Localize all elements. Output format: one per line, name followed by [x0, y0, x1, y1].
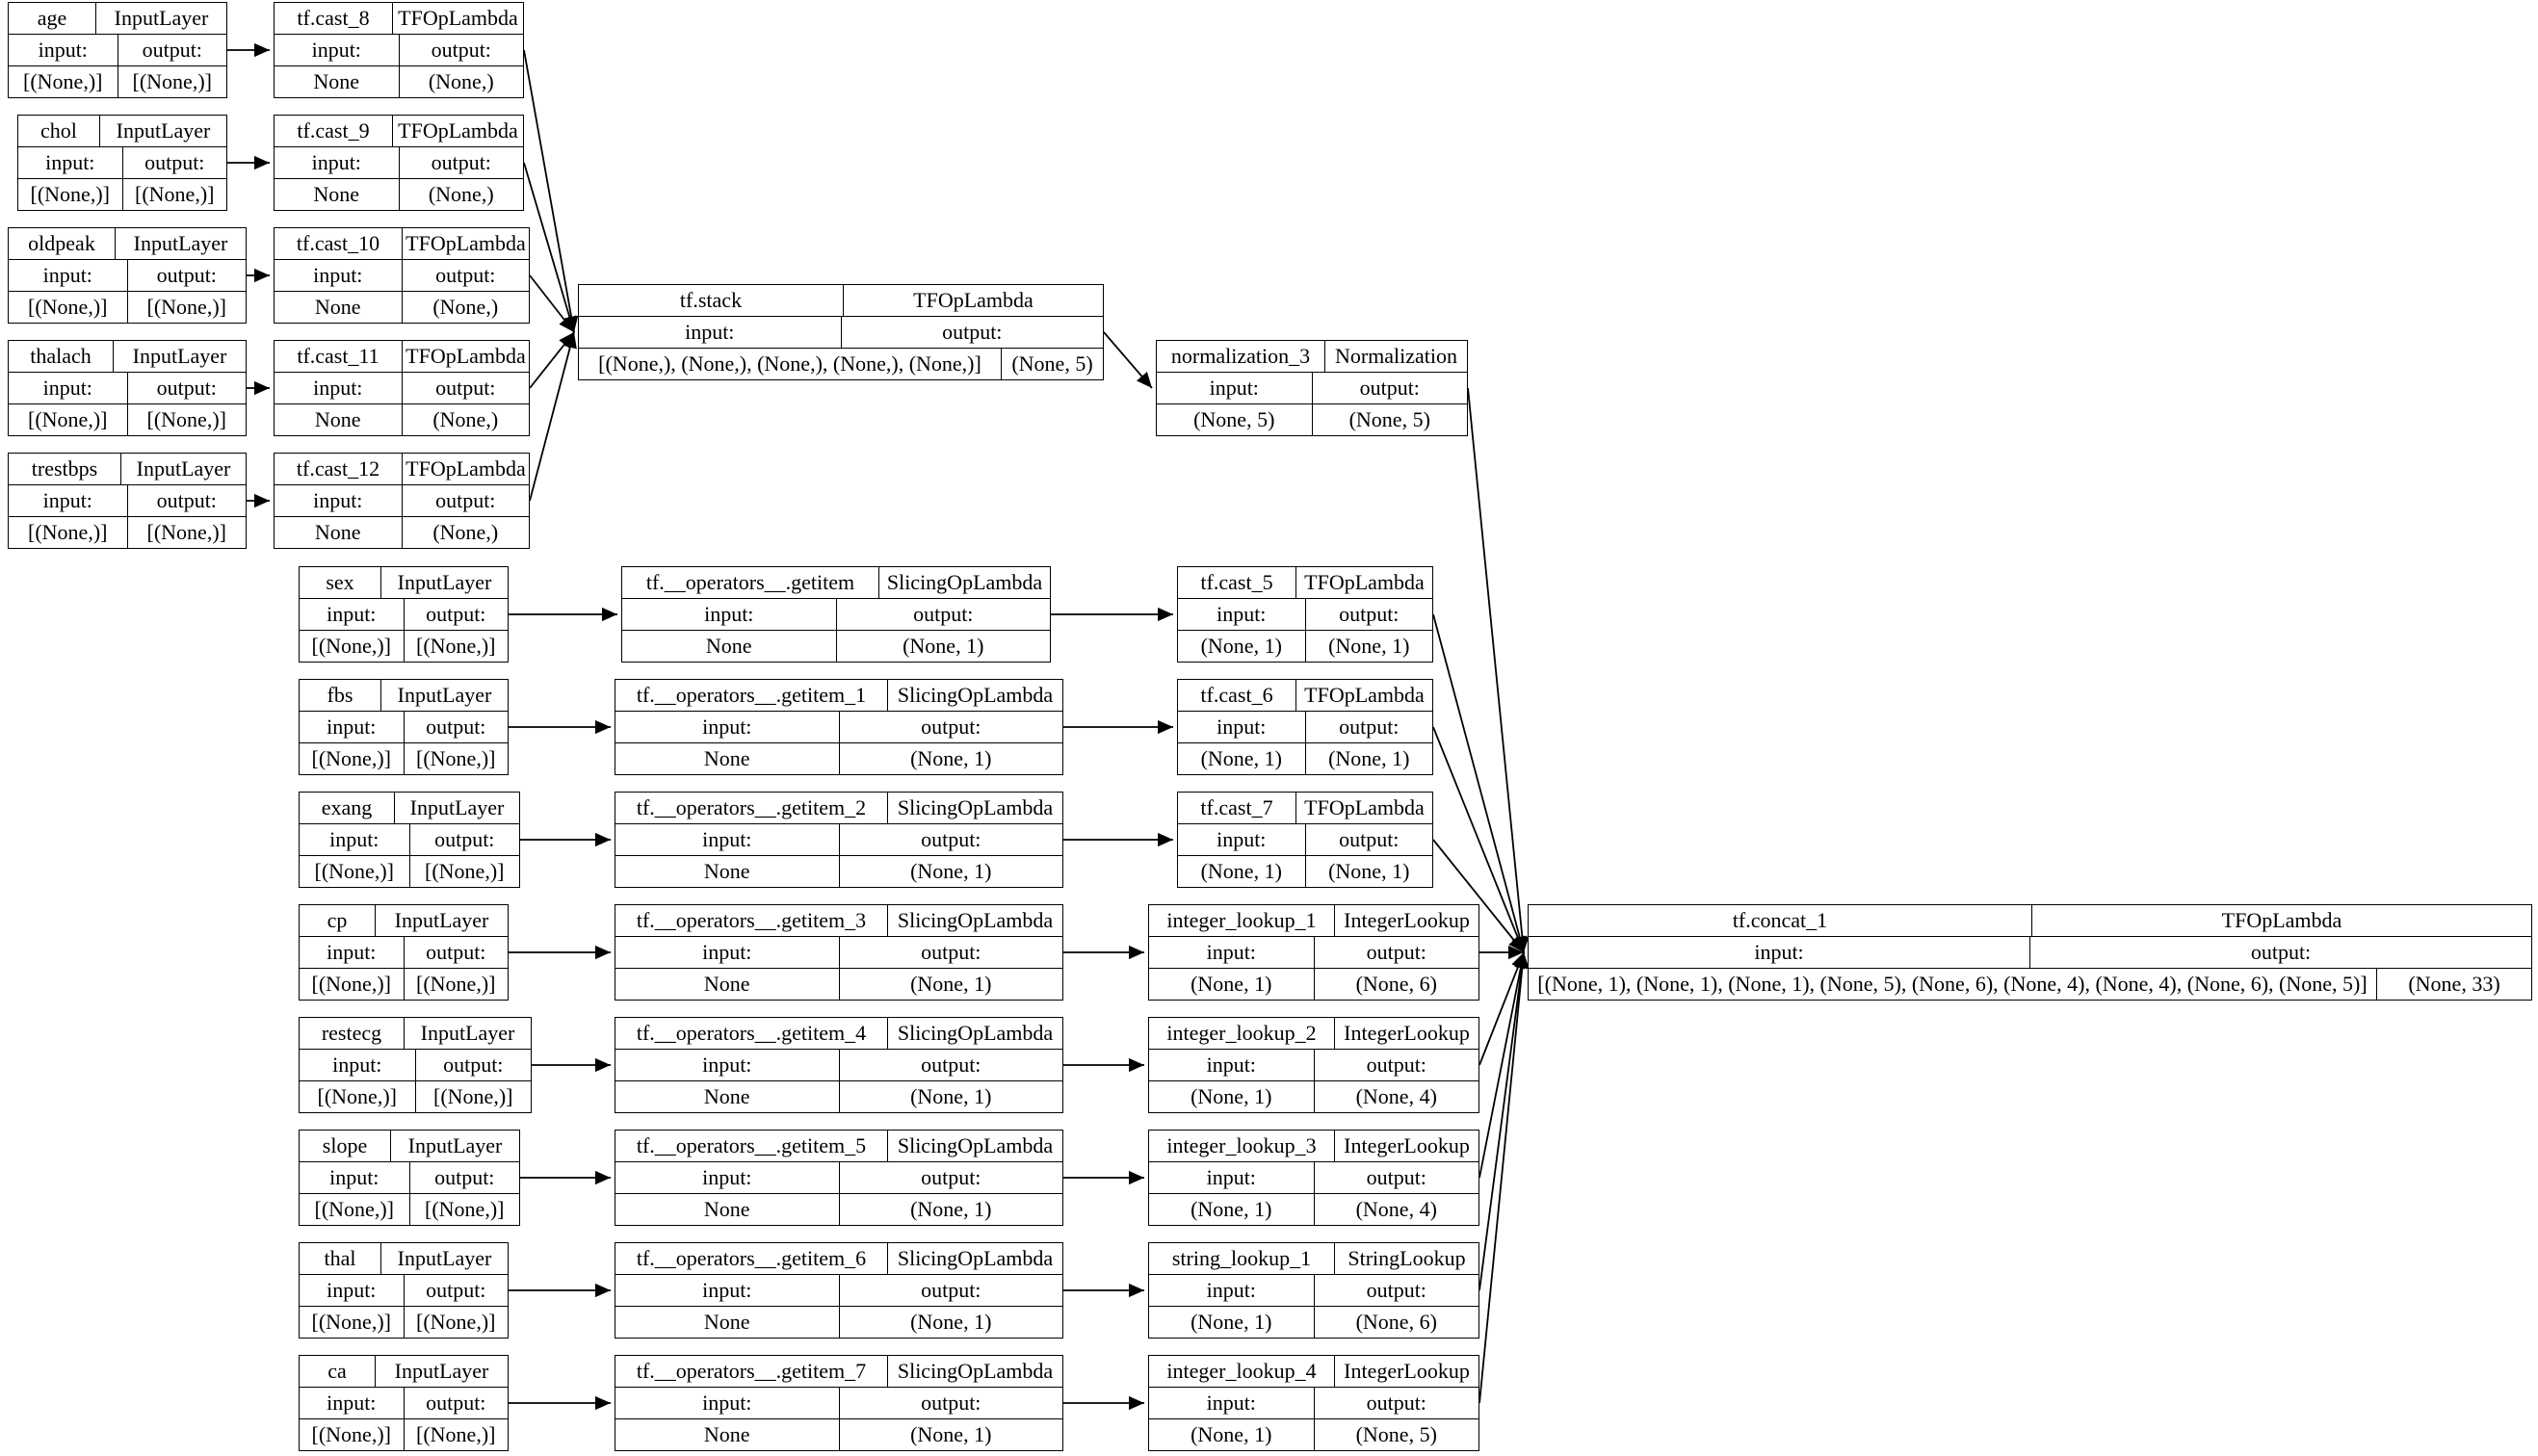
- node-input-shape: None: [703, 746, 750, 770]
- node-output-label: output:: [404, 1388, 509, 1418]
- node-output-shape: [(None,)]: [127, 517, 247, 548]
- graph-node-ilookup3: [1148, 1130, 1479, 1226]
- node-output-shape: (None, 5): [1312, 404, 1468, 435]
- node-layer-class: TFOpLambda: [843, 285, 1103, 316]
- node-layer-name: tf.__operators__.getitem_6: [636, 1246, 867, 1270]
- node-layer-class: SlicingOpLambda: [887, 1018, 1062, 1049]
- node-input-shape: [(None,)]: [30, 182, 110, 206]
- node-layer-name: integer_lookup_2: [1166, 1021, 1317, 1045]
- node-output-label: output:: [1305, 599, 1433, 630]
- graph-node-concat1: [1528, 904, 2532, 1001]
- node-output-shape: (None, 4): [1314, 1194, 1479, 1225]
- node-output-label: output:: [122, 147, 227, 178]
- node-input-shape: [(None,)]: [28, 295, 108, 319]
- node-layer-class: SlicingOpLambda: [878, 567, 1050, 598]
- node-input-label: input:: [702, 827, 752, 851]
- graph-node-cast12: [274, 453, 530, 549]
- node-output-label: output:: [404, 712, 509, 742]
- node-input-shape: [(None,)]: [28, 407, 108, 431]
- edge-cast9-to-stack: [524, 163, 574, 332]
- node-output-shape: [(None,)]: [404, 1307, 509, 1338]
- graph-node-thalach: [8, 340, 247, 436]
- node-layer-class: IntegerLookup: [1334, 1018, 1478, 1049]
- node-layer-name: sex: [326, 570, 354, 594]
- graph-node-getitem: [621, 566, 1051, 663]
- node-output-shape: [(None,)]: [404, 1419, 509, 1450]
- node-layer-class: InputLayer: [375, 1356, 508, 1387]
- node-layer-class: InputLayer: [95, 3, 226, 34]
- node-input-label: input:: [1217, 602, 1267, 626]
- node-input-shape: [(None,)]: [311, 634, 391, 658]
- node-input-shape: (None, 1): [1191, 1197, 1272, 1221]
- node-layer-name: slope: [322, 1133, 368, 1157]
- node-output-shape: (None, 33): [2376, 969, 2531, 1000]
- node-input-shape: None: [314, 295, 361, 319]
- edge-cast10-to-stack: [530, 275, 574, 332]
- node-layer-name: ca: [327, 1359, 347, 1383]
- node-input-label: input:: [38, 38, 88, 62]
- node-output-label: output:: [409, 824, 520, 855]
- node-input-label: input:: [702, 1053, 752, 1077]
- graph-node-cast8: [274, 2, 524, 98]
- node-input-shape: None: [703, 1084, 750, 1108]
- node-layer-name: thalach: [30, 344, 92, 368]
- node-input-label: input:: [42, 376, 92, 400]
- node-layer-name: tf.__operators__.getitem_4: [636, 1021, 867, 1045]
- node-output-label: output:: [836, 599, 1051, 630]
- node-layer-name: tf.cast_8: [297, 6, 370, 30]
- node-layer-class: IntegerLookup: [1334, 1356, 1478, 1387]
- node-input-shape: (None, 1): [1200, 634, 1282, 658]
- node-layer-name: restecg: [321, 1021, 382, 1045]
- node-layer-class: SlicingOpLambda: [887, 1356, 1062, 1387]
- node-output-label: output:: [409, 1162, 520, 1193]
- node-layer-name: tf.stack: [679, 288, 743, 312]
- node-input-shape: (None, 1): [1191, 1084, 1272, 1108]
- graph-node-chol: [17, 115, 227, 211]
- graph-node-fbs: [299, 679, 509, 775]
- graph-node-ilookup4: [1148, 1355, 1479, 1451]
- node-input-label: input:: [313, 376, 363, 400]
- node-output-shape: [(None,)]: [122, 179, 227, 210]
- node-input-label: input:: [1209, 376, 1259, 400]
- node-input-label: input:: [327, 940, 377, 964]
- node-output-label: output:: [841, 317, 1104, 348]
- node-output-shape: (None,): [402, 292, 530, 323]
- node-layer-name: tf.concat_1: [1732, 908, 1828, 932]
- edge-slookup1-to-concat1: [1479, 952, 1524, 1290]
- node-output-shape: (None, 1): [839, 743, 1063, 774]
- node-layer-name: age: [37, 6, 67, 30]
- graph-node-sex: [299, 566, 509, 663]
- node-input-shape: [(None,)]: [314, 1197, 394, 1221]
- node-output-shape: (None, 6): [1314, 1307, 1479, 1338]
- node-output-label: output:: [127, 485, 247, 516]
- graph-node-getitem4: [615, 1017, 1063, 1113]
- node-output-shape: (None, 1): [839, 1081, 1063, 1112]
- node-input-label: input:: [702, 1391, 752, 1415]
- edge-cast8-to-stack: [524, 50, 574, 332]
- node-layer-class: IntegerLookup: [1334, 1131, 1478, 1161]
- node-output-shape: (None,): [399, 66, 524, 97]
- node-input-label: input:: [332, 1053, 382, 1077]
- edge-cast12-to-stack: [530, 332, 574, 501]
- node-input-label: input:: [1206, 1165, 1256, 1189]
- node-layer-class: SlicingOpLambda: [887, 1131, 1062, 1161]
- node-output-shape: (None, 1): [839, 1419, 1063, 1450]
- node-input-label: input:: [327, 715, 377, 739]
- graph-node-ca: [299, 1355, 509, 1451]
- node-input-shape: [(None,)]: [311, 746, 391, 770]
- node-output-label: output:: [1312, 373, 1468, 403]
- node-input-label: input:: [313, 263, 363, 287]
- node-layer-class: InputLayer: [404, 1018, 531, 1049]
- node-output-shape: (None, 1): [1305, 856, 1433, 887]
- node-output-shape: (None,): [402, 517, 530, 548]
- node-layer-name: chol: [40, 118, 77, 143]
- node-layer-class: InputLayer: [120, 454, 246, 484]
- node-input-shape: [(None,)]: [314, 859, 394, 883]
- node-output-label: output:: [402, 485, 530, 516]
- node-input-label: input:: [1206, 1391, 1256, 1415]
- node-layer-class: InputLayer: [375, 905, 508, 936]
- node-layer-name: tf.__operators__.getitem_7: [636, 1359, 867, 1383]
- node-input-label: input:: [311, 38, 361, 62]
- node-output-label: output:: [399, 35, 524, 65]
- node-layer-class: InputLayer: [115, 228, 246, 259]
- node-output-label: output:: [402, 260, 530, 291]
- node-input-label: input:: [313, 488, 363, 512]
- node-input-label: input:: [702, 715, 752, 739]
- node-layer-class: IntegerLookup: [1334, 905, 1478, 936]
- node-input-shape: [(None,)]: [28, 520, 108, 544]
- node-input-label: input:: [42, 263, 92, 287]
- node-input-label: input:: [45, 150, 95, 174]
- node-output-label: output:: [404, 599, 509, 630]
- node-layer-class: InputLayer: [99, 116, 226, 146]
- node-layer-class: InputLayer: [380, 1243, 508, 1274]
- edge-ilookup4-to-concat1: [1479, 952, 1524, 1403]
- graph-node-getitem7: [615, 1355, 1063, 1451]
- node-input-label: input:: [42, 488, 92, 512]
- node-input-label: input:: [685, 320, 735, 344]
- node-input-shape: (None, 1): [1191, 1422, 1272, 1446]
- node-input-shape: None: [703, 972, 750, 996]
- node-input-label: input:: [702, 1278, 752, 1302]
- node-input-label: input:: [704, 602, 754, 626]
- node-layer-name: tf.cast_9: [297, 118, 370, 143]
- node-input-shape: None: [314, 520, 361, 544]
- node-layer-name: trestbps: [31, 456, 98, 481]
- node-output-shape: [(None,)]: [118, 66, 227, 97]
- node-output-label: output:: [1314, 937, 1479, 968]
- node-output-label: output:: [839, 1162, 1063, 1193]
- node-output-shape: [(None,)]: [409, 856, 520, 887]
- node-input-shape: [(None,)]: [311, 1422, 391, 1446]
- node-layer-name: integer_lookup_4: [1166, 1359, 1317, 1383]
- node-output-shape: (None, 1): [839, 1194, 1063, 1225]
- graph-node-getitem1: [615, 679, 1063, 775]
- node-input-shape: (None, 1): [1191, 1310, 1272, 1334]
- graph-node-slope: [299, 1130, 520, 1226]
- node-input-shape: None: [705, 634, 752, 658]
- node-layer-class: StringLookup: [1334, 1243, 1478, 1274]
- node-input-label: input:: [1754, 940, 1804, 964]
- node-output-shape: (None,): [399, 179, 524, 210]
- node-layer-name: tf.__operators__.getitem_2: [636, 795, 867, 819]
- node-layer-class: SlicingOpLambda: [887, 1243, 1062, 1274]
- node-input-shape: (None, 1): [1191, 972, 1272, 996]
- node-layer-class: TFOpLambda: [1295, 793, 1432, 823]
- node-output-label: output:: [839, 1275, 1063, 1306]
- graph-node-slookup1: [1148, 1242, 1479, 1339]
- node-layer-name: tf.__operators__.getitem_1: [636, 683, 867, 707]
- node-input-label: input:: [1217, 715, 1267, 739]
- node-layer-class: TFOpLambda: [392, 116, 523, 146]
- node-layer-name: tf.cast_7: [1200, 795, 1273, 819]
- node-output-shape: (None,): [402, 404, 530, 435]
- graph-node-age: [8, 2, 227, 98]
- node-input-shape: [(None,), (None,), (None,), (None,), (None,)]: [598, 351, 981, 376]
- node-input-label: input:: [1206, 940, 1256, 964]
- node-output-label: output:: [839, 1050, 1063, 1080]
- node-output-label: output:: [839, 1388, 1063, 1418]
- node-input-label: input:: [327, 1391, 377, 1415]
- node-input-shape: None: [313, 69, 360, 93]
- graph-node-ilookup1: [1148, 904, 1479, 1001]
- node-layer-class: InputLayer: [390, 1131, 519, 1161]
- node-input-label: input:: [329, 1165, 379, 1189]
- graph-node-getitem5: [615, 1130, 1063, 1226]
- node-output-shape: (None, 1): [1305, 743, 1433, 774]
- node-output-shape: [(None,)]: [415, 1081, 532, 1112]
- node-output-shape: [(None,)]: [404, 969, 509, 1000]
- node-input-shape: (None, 1): [1200, 746, 1282, 770]
- node-input-label: input:: [702, 1165, 752, 1189]
- node-output-label: output:: [127, 260, 247, 291]
- node-layer-class: TFOpLambda: [2031, 905, 2531, 936]
- node-layer-class: InputLayer: [394, 793, 519, 823]
- node-input-shape: [(None,)]: [317, 1084, 397, 1108]
- node-output-shape: [(None,)]: [404, 631, 509, 662]
- edge-norm3-to-concat1: [1468, 388, 1524, 952]
- node-layer-name: tf.cast_11: [297, 344, 379, 368]
- node-layer-class: TFOpLambda: [402, 341, 529, 372]
- node-layer-class: SlicingOpLambda: [887, 793, 1062, 823]
- node-layer-name: tf.cast_5: [1200, 570, 1273, 594]
- node-output-shape: [(None,)]: [127, 292, 247, 323]
- node-output-shape: (None, 5): [1001, 349, 1103, 379]
- node-layer-class: InputLayer: [380, 680, 508, 711]
- node-layer-name: integer_lookup_3: [1166, 1133, 1317, 1157]
- edge-cast5-to-concat1: [1433, 614, 1524, 952]
- node-layer-name: integer_lookup_1: [1166, 908, 1317, 932]
- node-input-label: input:: [702, 940, 752, 964]
- node-input-label: input:: [1206, 1053, 1256, 1077]
- node-layer-class: SlicingOpLambda: [887, 680, 1062, 711]
- node-input-label: input:: [329, 827, 379, 851]
- node-layer-name: oldpeak: [28, 231, 95, 255]
- node-output-label: output:: [118, 35, 227, 65]
- node-output-label: output:: [2029, 937, 2531, 968]
- node-layer-name: string_lookup_1: [1171, 1246, 1312, 1270]
- node-input-label: input:: [327, 602, 377, 626]
- node-output-shape: [(None,)]: [409, 1194, 520, 1225]
- node-layer-class: Normalization: [1324, 341, 1467, 372]
- node-layer-name: fbs: [327, 683, 353, 707]
- node-input-shape: None: [703, 859, 750, 883]
- node-layer-class: TFOpLambda: [402, 454, 529, 484]
- graph-node-cast11: [274, 340, 530, 436]
- graph-node-cast7: [1177, 792, 1433, 888]
- graph-node-restecg: [299, 1017, 532, 1113]
- graph-node-oldpeak: [8, 227, 247, 324]
- graph-node-thal: [299, 1242, 509, 1339]
- graph-node-stack: [578, 284, 1104, 380]
- node-layer-name: tf.__operators__.getitem_5: [636, 1133, 867, 1157]
- node-output-label: output:: [839, 937, 1063, 968]
- node-output-label: output:: [1314, 1275, 1479, 1306]
- node-output-shape: (None, 4): [1314, 1081, 1479, 1112]
- node-layer-class: TFOpLambda: [1295, 680, 1432, 711]
- graph-node-ilookup2: [1148, 1017, 1479, 1113]
- node-layer-class: TFOpLambda: [1295, 567, 1432, 598]
- node-output-label: output:: [127, 373, 247, 403]
- node-layer-name: cp: [327, 908, 348, 932]
- node-output-shape: (None, 5): [1314, 1419, 1479, 1450]
- node-output-shape: (None, 1): [1305, 631, 1433, 662]
- node-output-shape: (None, 1): [839, 969, 1063, 1000]
- node-layer-class: SlicingOpLambda: [887, 905, 1062, 936]
- node-output-label: output:: [404, 1275, 509, 1306]
- node-output-label: output:: [402, 373, 530, 403]
- node-layer-name: tf.cast_10: [296, 231, 380, 255]
- node-output-label: output:: [1305, 824, 1433, 855]
- node-input-shape: [(None,)]: [311, 972, 391, 996]
- node-input-shape: None: [703, 1197, 750, 1221]
- node-input-shape: (None, 5): [1193, 407, 1275, 431]
- node-output-label: output:: [404, 937, 509, 968]
- node-output-shape: (None, 1): [836, 631, 1051, 662]
- graph-node-norm3: [1156, 340, 1468, 436]
- node-layer-name: tf.__operators__.getitem: [645, 570, 855, 594]
- node-output-label: output:: [839, 712, 1063, 742]
- node-output-label: output:: [1314, 1388, 1479, 1418]
- node-input-shape: None: [703, 1422, 750, 1446]
- node-input-label: input:: [1206, 1278, 1256, 1302]
- node-output-shape: (None, 1): [839, 856, 1063, 887]
- graph-node-cast9: [274, 115, 524, 211]
- graph-node-cast5: [1177, 566, 1433, 663]
- node-output-shape: (None, 1): [839, 1307, 1063, 1338]
- node-output-shape: (None, 6): [1314, 969, 1479, 1000]
- edge-ilookup3-to-concat1: [1479, 952, 1524, 1178]
- node-layer-name: tf.cast_6: [1200, 683, 1273, 707]
- graph-node-cp: [299, 904, 509, 1001]
- graph-node-trestbps: [8, 453, 247, 549]
- graph-node-exang: [299, 792, 520, 888]
- node-layer-name: tf.cast_12: [296, 456, 380, 481]
- node-input-shape: (None, 1): [1200, 859, 1282, 883]
- node-output-label: output:: [1314, 1050, 1479, 1080]
- node-layer-name: thal: [324, 1246, 356, 1270]
- graph-node-getitem2: [615, 792, 1063, 888]
- node-output-label: output:: [415, 1050, 532, 1080]
- node-layer-name: exang: [321, 795, 373, 819]
- node-layer-class: InputLayer: [113, 341, 246, 372]
- node-output-label: output:: [1305, 712, 1433, 742]
- graph-node-cast10: [274, 227, 530, 324]
- node-output-label: output:: [839, 824, 1063, 855]
- node-input-shape: None: [703, 1310, 750, 1334]
- graph-node-getitem3: [615, 904, 1063, 1001]
- node-layer-class: TFOpLambda: [392, 3, 523, 34]
- node-output-shape: [(None,)]: [127, 404, 247, 435]
- node-layer-class: InputLayer: [380, 567, 508, 598]
- graph-node-getitem6: [615, 1242, 1063, 1339]
- node-layer-class: TFOpLambda: [402, 228, 529, 259]
- node-input-shape: [(None, 1), (None, 1), (None, 1), (None, 5), (None, 6), (None, 4), (None, 4), (None, 6), (None, 5)]: [1537, 972, 2368, 996]
- node-input-shape: None: [314, 407, 361, 431]
- node-layer-name: normalization_3: [1170, 344, 1311, 368]
- edge-cast11-to-stack: [530, 332, 574, 388]
- node-input-shape: [(None,)]: [23, 69, 103, 93]
- graph-node-cast6: [1177, 679, 1433, 775]
- node-input-label: input:: [311, 150, 361, 174]
- node-input-label: input:: [1217, 827, 1267, 851]
- edge-ilookup2-to-concat1: [1479, 952, 1524, 1065]
- node-layer-name: tf.__operators__.getitem_3: [636, 908, 867, 932]
- node-input-shape: None: [313, 182, 360, 206]
- edge-stack-to-norm3: [1104, 332, 1152, 388]
- node-input-label: input:: [327, 1278, 377, 1302]
- node-output-label: output:: [399, 147, 524, 178]
- node-output-shape: [(None,)]: [404, 743, 509, 774]
- node-input-shape: [(None,)]: [311, 1310, 391, 1334]
- node-output-label: output:: [1314, 1162, 1479, 1193]
